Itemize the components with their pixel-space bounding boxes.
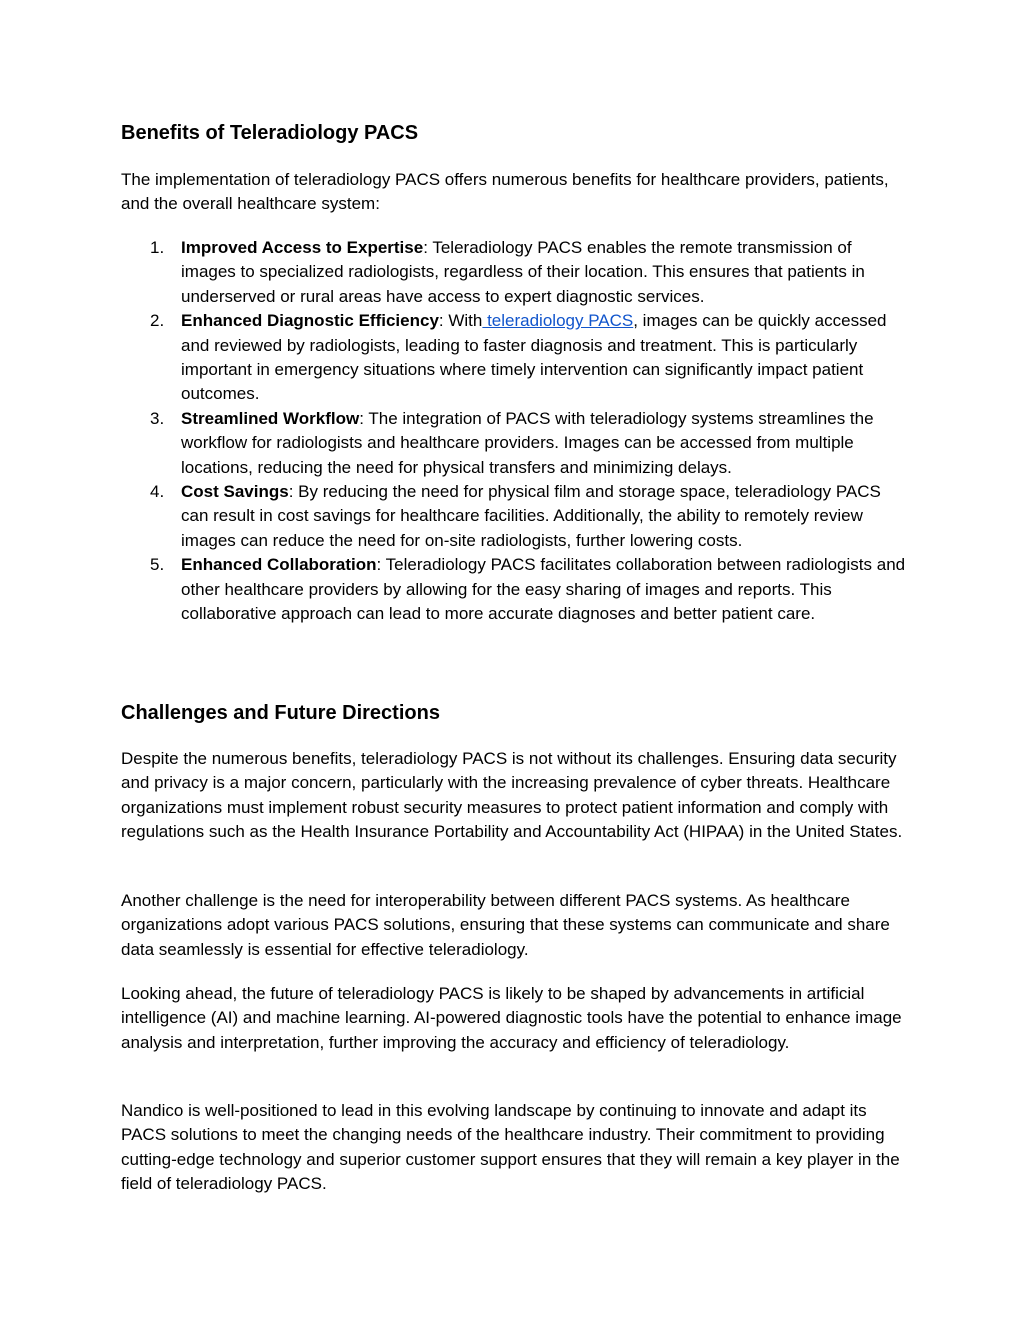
list-item-text: , images can be quickly accessed and reviewed by radiologists, leading to faster diagnosis and treatment. This is particularly important in emergency situations where timely intervention can significantly impact patient outcomes. [181, 311, 887, 404]
list-item-text: : By reducing the need for physical film and storage space, teleradiology PACS can result in cost savings for healthcare facilities. Additionally, the ability to remotely review images can reduce the need for on-site radiologists, further lowering costs. [181, 482, 881, 550]
list-item [150, 480, 911, 553]
list-item-text: : Teleradiology PACS facilitates collaboration between radiologists and other healthcare providers by allowing for the easy sharing of images and reports. This collaborative approach can lead to more accurate diagnoses and better patient care. [181, 555, 906, 624]
list-number: 1. [150, 238, 165, 257]
challenges-paragraph: Nandico is well-positioned to lead in this evolving landscape by continuing to innovate and adapt its PACS solutions to meet the changing needs of the healthcare industry. Their commitment to providing cutting-edge technology and superior customer support ensures that they will remain a key player in the field of teleradiology PACS. [121, 1101, 900, 1194]
list-number: 4. [150, 482, 165, 502]
list-item [150, 309, 911, 407]
list-item-title: Improved Access to Expertise [181, 238, 424, 257]
list-item [150, 553, 911, 626]
benefits-intro: The implementation of teleradiology PACS offers numerous benefits for healthcare providers, patients, and the overall healthcare system: [121, 170, 889, 214]
list-item [150, 407, 911, 480]
benefits-list [121, 236, 911, 627]
heading-benefits: Benefits of Teleradiology PACS [121, 122, 419, 144]
list-number: 5. [150, 555, 165, 575]
list-item [150, 236, 911, 309]
list-item-title: Enhanced Collaboration [181, 555, 377, 575]
list-item-title: Enhanced Diagnostic Efficiency [181, 311, 439, 331]
teleradiology-pacs-link[interactable]: teleradiology PACS [482, 311, 634, 331]
list-item-title: Streamlined Workflow [181, 408, 360, 428]
challenges-paragraph: Another challenge is the need for interoperability between different PACS systems. As healthcare organizations adopt various PACS solutions, ensuring that these systems can communicate and share data seamlessly is essential for effective teleradiology. [121, 891, 890, 959]
list-item-text-pre: : With [438, 311, 483, 331]
list-item-text: : Teleradiology PACS enables the remote transmission of images to specialized radiologists, regardless of their location. This ensures that patients in underserved or rural areas have access to expert diagnostic services. [181, 238, 865, 306]
challenges-paragraph: Looking ahead, the future of teleradiology PACS is likely to be shaped by advancements in artificial intelligence (AI) and machine learning. AI-powered diagnostic tools have the potential to enhance image analysis and interpretation, further improving the accuracy and efficiency of teleradiology. [121, 984, 902, 1052]
list-number: 2. [150, 311, 165, 331]
challenges-paragraph: Despite the numerous benefits, teleradiology PACS is not without its challenges. Ensuring data security and privacy is a major concern, particularly with the increasing prevalence of cyber threats. Healthcare organizations must implement robust security measures to protect patient information and comply with regulations such as the Health Insurance Portability and Accountability Act (HIPAA) in the United States. [121, 749, 903, 842]
list-number: 3. [150, 408, 165, 428]
list-item-title: Cost Savings [181, 482, 289, 502]
list-item-text: : The integration of PACS with teleradiology systems streamlines the workflow for radiologists and healthcare providers. Images can be accessed from multiple locations, reducing the need for physical transfers and minimizing delays. [181, 408, 874, 477]
heading-challenges: Challenges and Future Directions [121, 702, 440, 724]
